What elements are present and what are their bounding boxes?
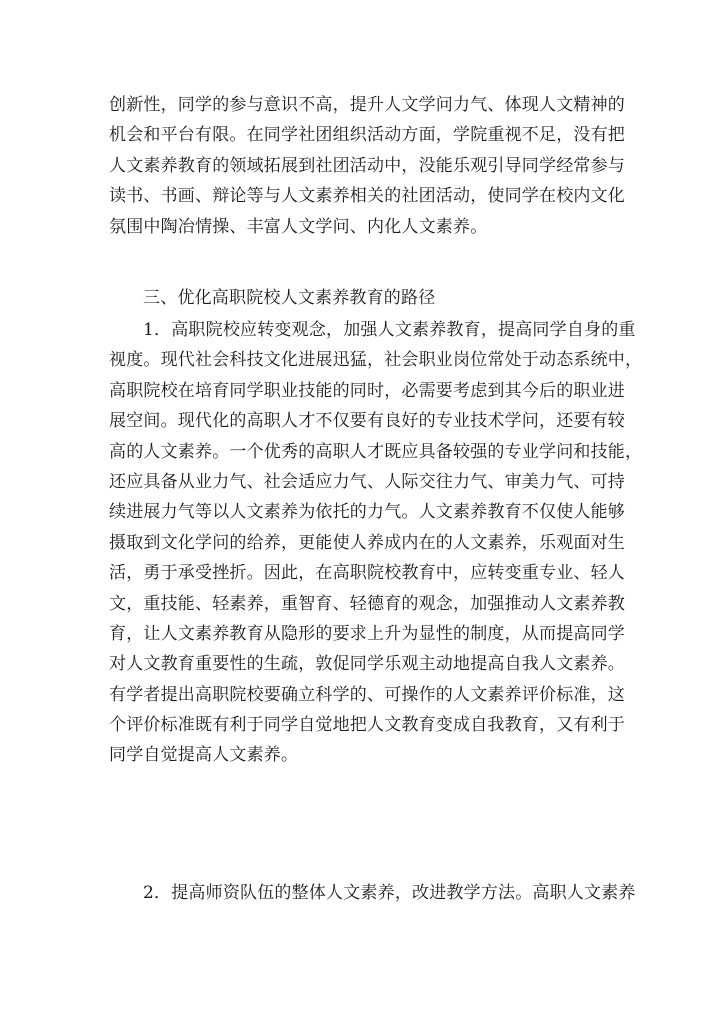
text-line: 2．提高师资队伍的整体人文素养，改进教学方法。高职人文素养: [143, 883, 636, 903]
text-line: 高职院校在培育同学职业技能的同时，必需要考虑到其今后的职业进: [109, 380, 625, 401]
text-line: 高的人文素养。一个优秀的高职人才既应具备较强的专业学问和技能，: [109, 441, 643, 462]
paragraph-change-concepts: [109, 315, 643, 771]
text-line: 个评价标准既有利于同学自觉地把人文教育变成自我教育，又有利于: [109, 715, 625, 736]
text-line: 创新性，同学的参与意识不高，提升人文学问力气、体现人文精神的: [109, 95, 625, 115]
text-line: 还应具备从业力气、社会适应力气、人际交往力气、审美力气、可持: [109, 471, 625, 492]
paragraph-student-participation: [109, 90, 625, 242]
paragraph-teaching-staff: [109, 878, 636, 908]
text-line: 展空间。现代化的高职人才不仅要有良好的专业技术学问，还要有较: [109, 411, 625, 432]
text-line: 读书、书画、辩论等与人文素养相关的社团活动，使同学在校内文化: [109, 186, 625, 207]
text-line: 育，让人文素养教育从隐形的要求上升为显性的制度，从而提高同学: [109, 623, 625, 644]
text-line: 文，重技能、轻素养，重智育、轻德育的观念，加强推动人文素养教: [109, 593, 625, 614]
text-line: 对人文教育重要性的生疏，敦促同学乐观主动地提高自我人文素养。: [109, 654, 625, 675]
text-line: 氛围中陶冶情操、丰富人文学问、内化人文素养。: [109, 216, 488, 237]
text-line: 1．高职院校应转变观念，加强人文素养教育，提高同学自身的重: [143, 320, 636, 340]
section-heading: 三、优化高职院校人文素养教育的路径: [143, 288, 436, 308]
text-line: 活，勇于承受挫折。因此，在高职院校教育中，应转变重专业、轻人: [109, 563, 625, 584]
text-line: 人文素养教育的领域拓展到社团活动中，没能乐观引导同学经常参与: [109, 155, 625, 176]
section-heading-block: [109, 283, 611, 313]
text-line: 有学者提出高职院校要确立科学的、可操作的人文素养评价标准，这: [109, 684, 625, 705]
text-line: 摄取到文化学问的给养，更能使人养成内在的人文素养，乐观面对生: [109, 532, 625, 553]
text-line: 视度。现代社会科技文化进展迅猛，社会职业岗位常处于动态系统中，: [109, 350, 643, 371]
text-line: 续进展力气等以人文素养为依托的力气。人文素养教育不仅使人能够: [109, 502, 625, 523]
text-line: 同学自觉提高人文素养。: [109, 745, 299, 766]
text-line: 机会和平台有限。在同学社团组织活动方面，学院重视不足，没有把: [109, 125, 625, 146]
